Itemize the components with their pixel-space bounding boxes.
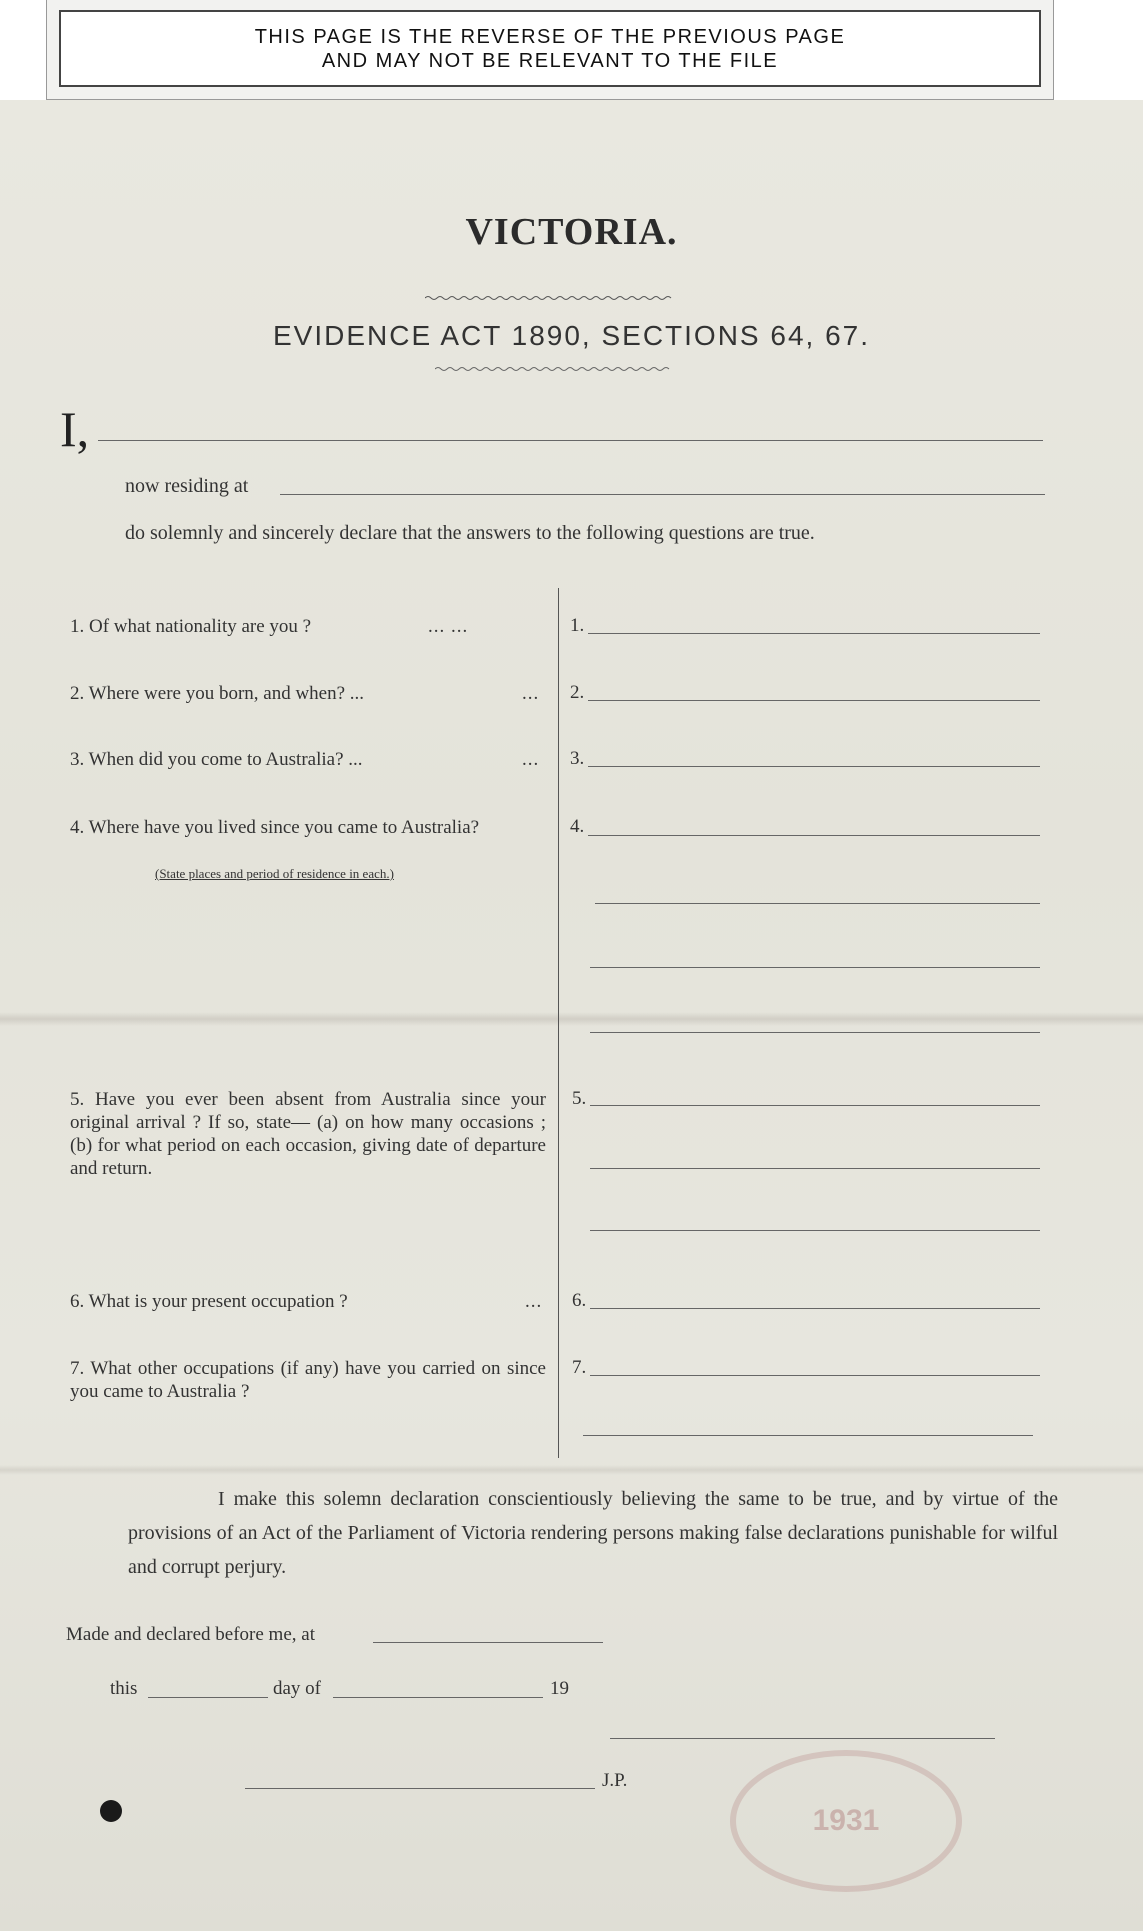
residence-field[interactable] <box>280 494 1045 495</box>
answer-4-field-3[interactable] <box>590 967 1040 968</box>
answer-3-field[interactable] <box>588 766 1040 767</box>
form-title: VICTORIA. <box>465 211 678 253</box>
question-3-dots: ... <box>522 749 540 770</box>
declarant-label: I, <box>60 401 90 457</box>
question-5 <box>70 1088 546 1180</box>
banner-box <box>59 10 1041 87</box>
document-page <box>0 100 1143 1931</box>
answer-4-field-2[interactable] <box>595 903 1040 904</box>
declaration-paragraph <box>128 1482 1058 1584</box>
paper-fold <box>0 1012 1143 1026</box>
act-rule <box>435 366 675 372</box>
place-field[interactable] <box>373 1642 603 1643</box>
question-7-text: 7. What other occupations (if any) have you carried on since you came to Australia ? <box>70 1358 546 1402</box>
question-4-note: (State places and period of residence in each.) <box>155 866 394 881</box>
act-heading: EVIDENCE ACT 1890, SECTIONS 64, 67. <box>272 320 871 351</box>
answer-5-field-3[interactable] <box>590 1230 1040 1231</box>
declarant-name-field[interactable] <box>98 440 1043 441</box>
question-4 <box>70 816 546 839</box>
reverse-page-banner <box>46 0 1054 100</box>
question-2-dots: ... <box>522 683 540 704</box>
question-4-text: 4. Where have you lived since you came to Australia? <box>70 817 480 838</box>
answer-6-number: 6. <box>572 1290 587 1311</box>
question-3-text: 3. When did you come to Australia? ... <box>70 749 363 770</box>
intro-text: do solemnly and sincerely declare that the answers to the following questions are true. <box>125 522 815 544</box>
answer-7-field-2[interactable] <box>583 1435 1033 1436</box>
question-2 <box>70 682 550 705</box>
answer-1-field[interactable] <box>588 633 1040 634</box>
punch-hole <box>100 1800 122 1822</box>
answer-5-number: 5. <box>572 1088 587 1109</box>
answer-3-number: 3. <box>570 748 585 769</box>
question-5-text: 5. Have you ever been absent from Australia since your original arrival ? If so, state— (a) on how many occasions ; (b) for what period on each occasion, giving date of departure and return. <box>70 1089 546 1179</box>
answer-7-field-1[interactable] <box>590 1375 1040 1376</box>
question-1-text: 1. Of what nationality are you ? <box>70 616 312 637</box>
answer-4-number: 4. <box>570 816 585 837</box>
question-2-text: 2. Where were you born, and when? ... <box>70 683 365 704</box>
day-field[interactable] <box>148 1697 268 1698</box>
answer-6-field[interactable] <box>590 1308 1040 1309</box>
answer-2-field[interactable] <box>588 700 1040 701</box>
question-7 <box>70 1357 546 1403</box>
answer-7-number: 7. <box>572 1357 587 1378</box>
question-1 <box>70 615 550 638</box>
answer-4-field-4[interactable] <box>590 1032 1040 1033</box>
made-declared-label: Made and declared before me, at <box>66 1624 315 1645</box>
banner-line-2: AND MAY NOT BE RELEVANT TO THE FILE <box>321 49 779 72</box>
question-3 <box>70 748 550 771</box>
declaration-text: I make this solemn declaration conscientiously believing the same to be true, and by virtue of the provisions of an Act of the Parliament of Victoria rendering persons making false declarations punishable for wilful and corrupt perjury. <box>128 1488 1058 1578</box>
question-1-dots: ... ... <box>428 616 469 637</box>
year-label: 19 <box>550 1678 569 1699</box>
residing-label: now residing at <box>125 475 249 497</box>
answer-5-field-1[interactable] <box>590 1105 1040 1106</box>
month-field[interactable] <box>333 1697 543 1698</box>
banner-line-1: THIS PAGE IS THE REVERSE OF THE PREVIOUS PAGE <box>254 25 846 48</box>
question-6 <box>70 1290 550 1313</box>
answer-2-number: 2. <box>570 682 585 703</box>
question-6-dots: ... <box>525 1291 543 1312</box>
question-6-text: 6. What is your present occupation ? <box>70 1291 348 1312</box>
answer-5-field-2[interactable] <box>590 1168 1040 1169</box>
answer-4-field-1[interactable] <box>588 835 1040 836</box>
faded-stamp <box>730 1750 962 1892</box>
column-divider <box>558 588 559 1458</box>
paper-fold-lower <box>0 1465 1143 1475</box>
declarant-signature-field[interactable] <box>610 1738 995 1739</box>
title-rule <box>425 295 675 301</box>
day-of-label: day of <box>273 1678 322 1699</box>
jp-label: J.P. <box>602 1770 628 1791</box>
jp-signature-field[interactable] <box>245 1788 595 1789</box>
stamp-text: 1931 <box>812 1804 880 1837</box>
answer-1-number: 1. <box>570 615 585 636</box>
this-label: this <box>110 1678 138 1699</box>
